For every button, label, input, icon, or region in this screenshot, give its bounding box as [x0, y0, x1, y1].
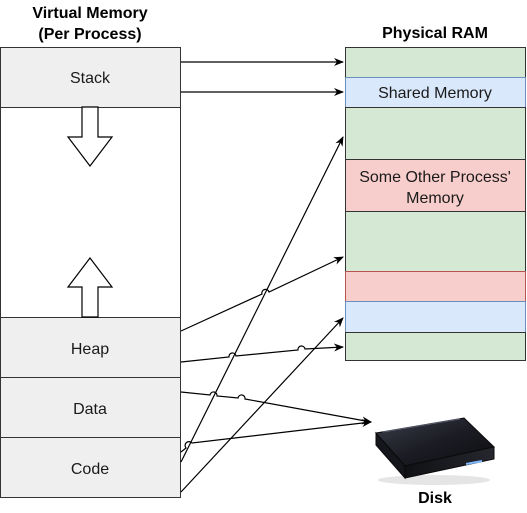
code-to-ram-arrow-2 [181, 318, 343, 492]
physical-ram-title: Physical RAM [382, 25, 488, 42]
heap-to-ram-arrow-1 [181, 257, 343, 331]
ram-block-other-process-small [346, 272, 526, 302]
heap-label: Heap [70, 341, 110, 358]
disk-icon [376, 418, 494, 485]
other-process-label-line2: Memory [406, 190, 464, 207]
ram-block-shared-small [346, 302, 526, 333]
ram-block-free-bottom [346, 333, 526, 361]
code-to-ram-arrow-1 [181, 137, 343, 462]
data-label: Data [73, 401, 107, 418]
disk-label: Disk [418, 490, 452, 507]
stack-label: Stack [69, 70, 111, 87]
physical-ram-column [346, 48, 526, 361]
ram-block-free [346, 212, 526, 272]
virtual-memory-title: Virtual Memory [32, 5, 148, 22]
shared-memory-label: Shared Memory [378, 85, 492, 102]
ram-block-free [346, 48, 526, 78]
virtual-memory-column [1, 48, 181, 498]
other-process-label-line1: Some Other Process' [359, 169, 511, 186]
ram-block-free [346, 108, 526, 160]
code-to-disk-arrow [181, 422, 371, 452]
heap-to-ram-arrow-2 [181, 346, 343, 362]
code-label: Code [70, 461, 110, 478]
data-to-disk-arrow [181, 392, 371, 422]
mapping-arrows [181, 62, 371, 492]
virtual-memory-subtitle: (Per Process) [38, 26, 142, 43]
